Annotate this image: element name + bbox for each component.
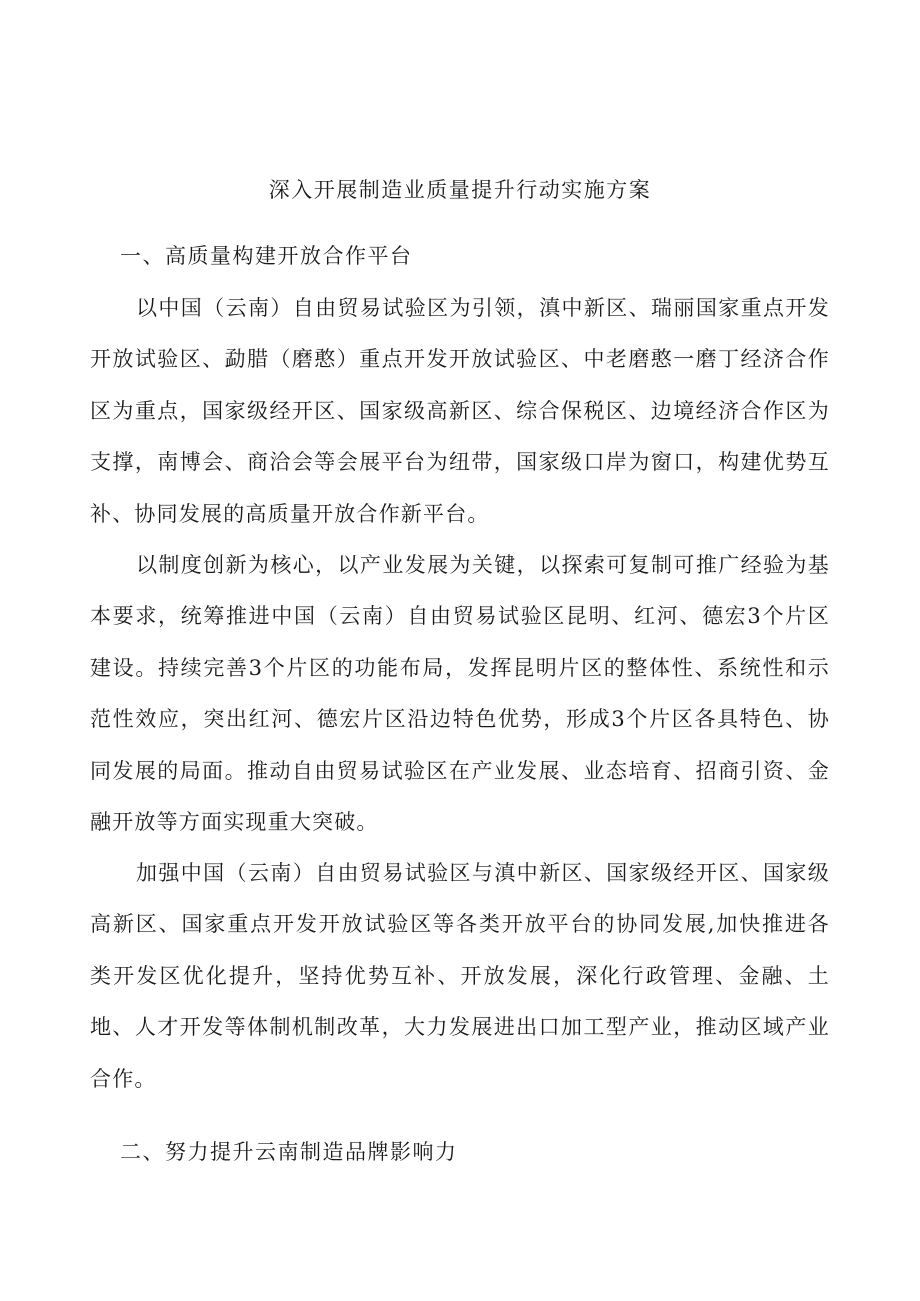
document-title: 深入开展制造业质量提升行动实施方案 (268, 178, 652, 202)
section-1-paragraph-1: 以中国（云南）自由贸易试验区为引领，滇中新区、瑞丽国家重点开发开放试验区、勐腊（磨憨）重点开发开放试验区、中老磨憨一磨丁经济合作区为重点，国家级经开区、国家级高新区、综合保税区、边境经济合作区为支撑，南博会、商洽会等会展平台为纽带，国家级口岸为窗口，构建优势互补、协同发展的高质量开放合作新平台。 (90, 296, 830, 526)
section-heading-2: 二、努力提升云南制造品牌影响力 (120, 1140, 458, 1164)
section-1-paragraph-1-block (90, 283, 830, 540)
section-1-paragraph-3: 加强中国（云南）自由贸易试验区与滇中新区、国家级经开区、国家级高新区、国家重点开发开放试验区等各类开放平台的协同发展,加快推进各类开发区优化提升，坚持优势互补、开放发展，深化行政管理、金融、土地、人才开发等体制机制改革，大力发展进出口加工型产业，推动区域产业合作。 (90, 861, 830, 1091)
section-heading-1: 一、高质量构建开放合作平台 (120, 244, 413, 268)
section-1-paragraph-2-block (90, 540, 830, 848)
section-1-paragraph-3-block (90, 848, 830, 1105)
section-1-paragraph-2: 以制度创新为核心，以产业发展为关键，以探索可复制可推广经验为基本要求，统筹推进中国（云南）自由贸易试验区昆明、红河、德宏3个片区建设。持续完善3个片区的功能布局，发挥昆明片区的整体性、系统性和示范性效应，突出红河、德宏片区沿边特色优势，形成3个片区各具特色、协同发展的局面。推动自由贸易试验区在产业发展、业态培育、招商引资、金融开放等方面实现重大突破。 (90, 553, 830, 835)
